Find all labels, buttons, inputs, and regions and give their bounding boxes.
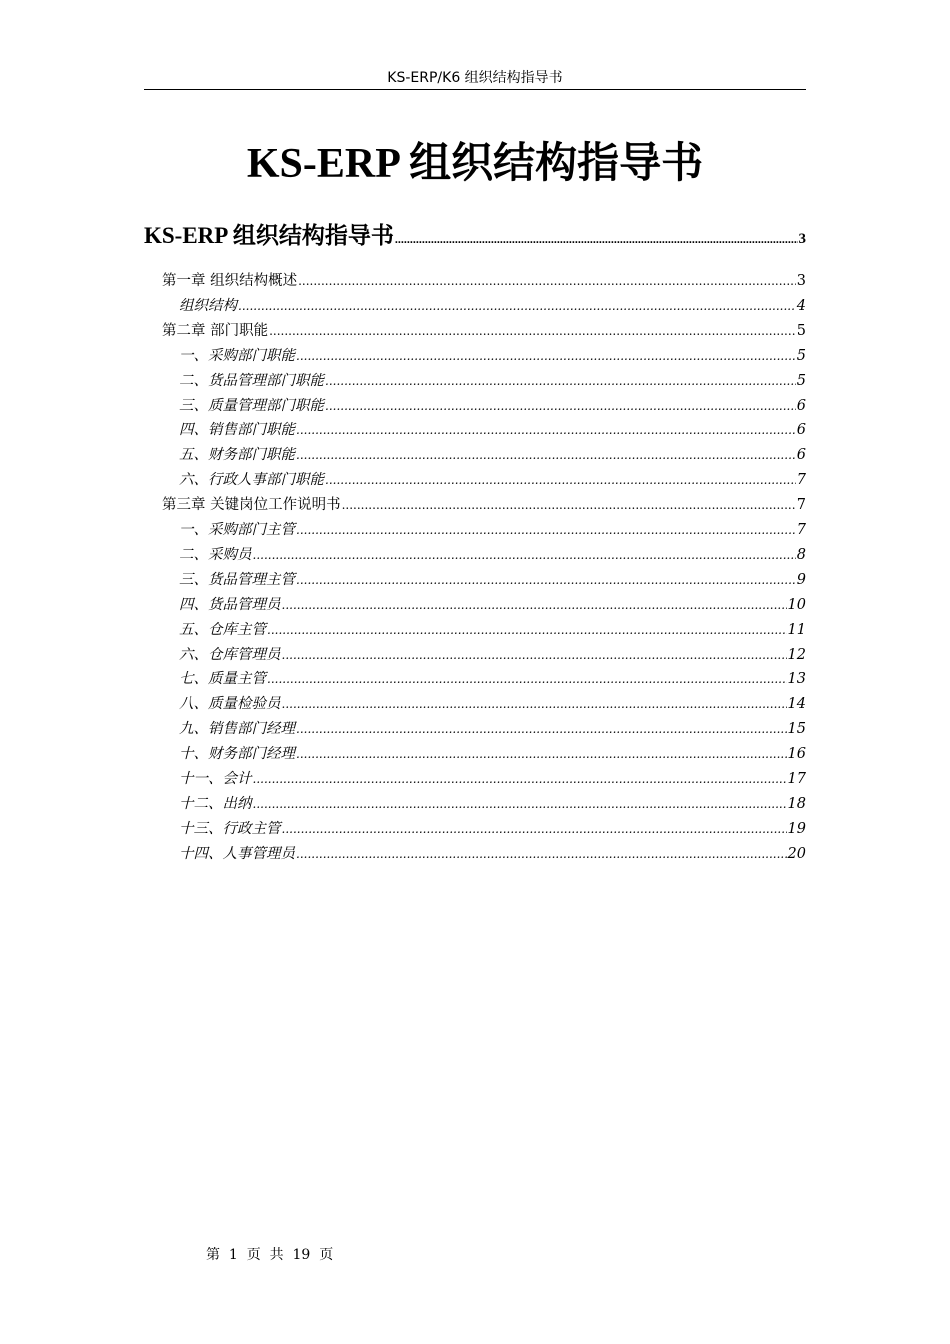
- toc-entry[interactable]: [179, 819, 806, 839]
- toc-entry-page: 4: [796, 297, 806, 314]
- toc-entry-label: 五、财务部门职能: [179, 447, 295, 464]
- toc-entry-page: 5: [796, 322, 806, 339]
- toc-entry[interactable]: [179, 645, 806, 665]
- toc-entry[interactable]: [179, 371, 806, 391]
- toc-leader-dots: [296, 744, 787, 764]
- toc-leader-dots: [296, 420, 796, 440]
- toc-entry[interactable]: [179, 694, 806, 714]
- toc-leader-dots: [296, 844, 787, 864]
- toc-entry[interactable]: [179, 570, 806, 590]
- document-title: KS-ERP 组织结构指导书: [246, 141, 704, 187]
- toc-entry-label: 组织结构: [179, 297, 237, 314]
- toc-entry[interactable]: [162, 495, 806, 515]
- toc-leader-dots: [253, 794, 787, 814]
- toc-entry[interactable]: [162, 271, 806, 291]
- header-title: KS-ERP/K6 组织结构指导书: [387, 70, 563, 86]
- toc-leader-dots: [325, 371, 796, 391]
- toc-entry-page: 11: [787, 621, 806, 638]
- toc-entry[interactable]: [179, 346, 806, 366]
- toc-leader-dots: [342, 495, 796, 515]
- toc-entry-page: 19: [787, 820, 806, 837]
- toc-entry[interactable]: [179, 769, 806, 789]
- toc-leader-dots: [296, 520, 796, 540]
- toc-entry-page: 7: [796, 472, 806, 489]
- toc-entry-label: 十二、出纳: [179, 795, 252, 812]
- toc-entry-label: 六、行政人事部门职能: [179, 472, 324, 489]
- toc-entry-page: 6: [796, 397, 806, 414]
- toc-entry-label: 三、质量管理部门职能: [179, 397, 324, 414]
- toc-entry-page: 3: [798, 231, 806, 247]
- toc-leader-dots: [269, 321, 796, 341]
- toc-entry[interactable]: [179, 445, 806, 465]
- toc-entry-page: 6: [796, 422, 806, 439]
- toc-entry-label: 八、质量检验员: [179, 696, 281, 713]
- toc-leader-dots: [296, 570, 796, 590]
- toc-entry-label: 第二章 部门职能: [162, 322, 269, 339]
- toc-entry-label: 四、销售部门职能: [179, 422, 295, 439]
- toc-entry-page: 17: [787, 771, 806, 787]
- toc-leader-dots: [298, 271, 796, 291]
- toc-leader-dots: [282, 595, 787, 615]
- toc-entry-label: 五、仓库主管: [179, 621, 266, 638]
- toc-entry-page: 5: [796, 372, 806, 389]
- toc-entry-page: 8: [796, 546, 806, 563]
- toc-entry-label: KS-ERP 组织结构指导书: [144, 223, 394, 248]
- toc-entry-label: 七、质量主管: [179, 671, 266, 688]
- toc-entry[interactable]: [179, 545, 806, 565]
- toc-entry-label: 六、仓库管理员: [179, 646, 281, 663]
- toc-entry-label: 一、采购部门职能: [179, 347, 295, 364]
- toc-leader-dots: [282, 645, 787, 665]
- toc-entry-page: 12: [787, 646, 806, 663]
- toc-entry-label: 十四、人事管理员: [179, 845, 295, 862]
- toc-leader-dots: [238, 296, 796, 316]
- toc-entry-label: 二、采购员: [179, 546, 252, 563]
- toc-entry-page: 5: [796, 347, 806, 364]
- toc-leader-dots: [296, 719, 787, 739]
- toc-leader-dots: [395, 225, 798, 253]
- toc-entry[interactable]: [179, 520, 806, 540]
- toc-entry-label: 十一、会计: [179, 771, 252, 787]
- toc-entry[interactable]: [179, 296, 806, 316]
- toc-entry[interactable]: [179, 420, 806, 440]
- toc-entry-page: 20: [787, 845, 806, 862]
- toc-leader-dots: [267, 620, 787, 640]
- toc-entry[interactable]: [144, 222, 806, 253]
- toc-entry-page: 18: [787, 795, 806, 812]
- toc-entry-page: 7: [796, 522, 806, 538]
- toc-entry[interactable]: [179, 620, 806, 640]
- toc-leader-dots: [267, 669, 787, 689]
- toc-leader-dots: [296, 346, 796, 366]
- toc-entry-label: 第三章 关键岗位工作说明书: [162, 497, 341, 514]
- toc-entry[interactable]: [179, 719, 806, 739]
- toc-entry[interactable]: [179, 844, 806, 864]
- toc-entry-label: 第一章 组织结构概述: [162, 273, 298, 289]
- toc-entry-label: 三、货品管理主管: [179, 571, 295, 588]
- toc-entry[interactable]: [179, 470, 806, 490]
- toc-leader-dots: [253, 545, 796, 565]
- toc-entry[interactable]: [179, 669, 806, 689]
- toc-leader-dots: [282, 819, 787, 839]
- toc-entry[interactable]: [179, 744, 806, 764]
- toc-entry[interactable]: [179, 396, 806, 416]
- toc-entry-label: 一、采购部门主管: [179, 522, 295, 538]
- toc-leader-dots: [325, 396, 796, 416]
- header-rule: [144, 89, 806, 90]
- toc-entry-page: 16: [787, 746, 806, 763]
- toc-entry-label: 十三、行政主管: [179, 820, 281, 837]
- toc-leader-dots: [282, 694, 787, 714]
- toc-entry-label: 十、财务部门经理: [179, 746, 295, 763]
- toc-entry-label: 九、销售部门经理: [179, 721, 295, 738]
- toc-entry-page: 7: [796, 497, 806, 514]
- toc-entry-page: 6: [796, 447, 806, 464]
- toc-entry-page: 10: [787, 596, 806, 613]
- toc-entry-label: 四、货品管理员: [179, 596, 281, 613]
- toc-entry-label: 二、货品管理部门职能: [179, 372, 324, 389]
- toc-entry-page: 14: [787, 696, 806, 713]
- page-footer: 第 1 页 共 19 页: [206, 1247, 334, 1263]
- toc-entry-page: 9: [796, 571, 806, 588]
- toc-leader-dots: [296, 445, 796, 465]
- toc-entry-page: 13: [787, 671, 806, 688]
- toc-entry[interactable]: [179, 794, 806, 814]
- toc-leader-dots: [253, 769, 787, 789]
- toc-entry[interactable]: [162, 321, 806, 341]
- toc-entry[interactable]: [179, 595, 806, 615]
- toc-entry-page: 3: [796, 273, 806, 289]
- toc-entry-page: 15: [787, 721, 806, 738]
- toc-leader-dots: [325, 470, 796, 490]
